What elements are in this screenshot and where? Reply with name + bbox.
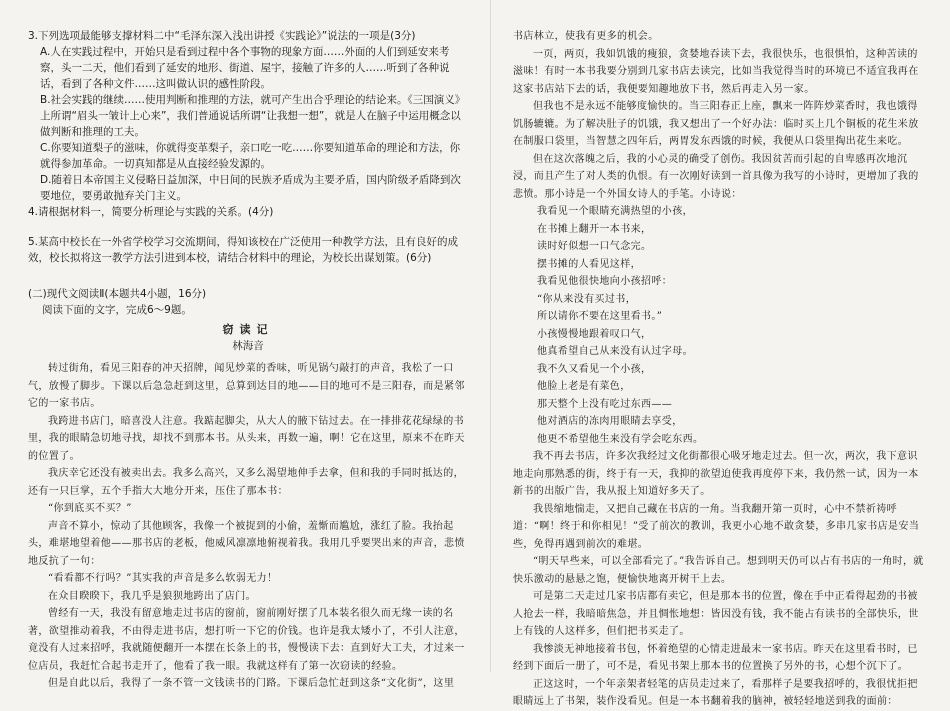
article-paragraph: 声音不算小，惊动了其他顾客，我像一个被捉到的小偷，羞惭而尴尬，涨红了脸。我抬起头，难堪地望着他——那书店的老板，他威风凛凛地俯视着我。我用几乎要哭出来的声音，悲愤地反抗了一句： (28, 520, 465, 567)
article-paragraph: 转过街角，看见三阳春的冲天招牌，闻见炒菜的香味，听见锅勺敲打的声音，我松了一口气，放慢了脚步。下课以后急急赶到这里，总算到达目的地——目的地可不是三阳春，而是紧邻它的一家书店。 (28, 363, 465, 409)
article-paragraph: 在众目睽睽下，我几乎是狼狈地跨出了店门。 (48, 590, 256, 602)
article-paragraph: 我庆幸它还没有被卖出去。我多么高兴，又多么渴望地伸手去拿，但和我的手同时抵达的，还有一只巨掌，五个手指大大地分开来，压住了那本书： (28, 468, 464, 497)
question-3: 3.下列选项最能够支撑材料二中“毛泽东深入浅出讲授《实践论》”说法的一项是(3分) (28, 30, 416, 42)
article-paragraph: 但在这次落魄之后，我的小心灵的确受了创伤。我因贫苦而引起的自卑感再次地沉浸，而且产生了对人类的仇恨。有一次刚好读到一首具像为我写的小诗时，更增加了我的悲愤。那小诗是一个外国女诗人的手笔。小诗说： (513, 153, 919, 200)
article-paragraph: 可是第二天走过几家书店都有卖它，但是那本书的位置，像在手中正看得起劲的书被人抢去一样，我暗暗焦急，并且惆怅地想：皆因没有钱，我不能占有读书的全部快乐，世上有钱的人这样多，但们把书买走了。 (513, 591, 919, 637)
poem-line: 我看见一个眼睛充满热望的小孩， (537, 206, 693, 217)
option-c: C.你要知道梨子的滋味，你就得变革梨子，亲口吃一吃……你要知道革命的理论和方法，你就得参加革命。一切真知都是从直接经验发源的。 (40, 142, 461, 170)
poem-line: 他对酒店的冻肉用眼睛去享受， (537, 416, 683, 427)
option-b: B.社会实践的继续……使用判断和推理的方法，就可产生出合乎理论的结论来。《三国演义》上所谓“眉头一皱计上心来”，我们普通说话所谓“让我想一想”，就是人在脑子中运用概念以做判断和推理的工夫。 (40, 94, 466, 138)
article-paragraph: 我畏缩地惴走，又把自己藏在书店的一角。当我翻开第一页时，心中不禁祈祷呼道：“啊！终于和你相见！”受了前次的教训，我更小心地不敢贪婪，多串几家书店是安当些，免得再遇到前次的难堪。 (513, 503, 920, 550)
poem-line: 小孩慢慢地跟着叹口气， (537, 328, 652, 340)
left-column (28, 28, 468, 689)
article-title: 窃读记 (222, 323, 274, 336)
poem-line: 读时好似想一口气念完。 (537, 241, 652, 252)
article-paragraph: 曾经有一天，我没有留意地走过书店的窗前，窗前刚好摆了几本装名很久而无缘一读的名著，欲望推动着我，不由得走进书店，想打听一下它的价钱。也许是我太矮小了，不引人注意，竟没有人过来招呼，我就随便翻开一本摆在长条上的书，慢慢读下去：直到好大工夫，才过来一位店员，我赶忙合起书走开了，他看了我一眼。我就这样有了第一次窃读的经验。 (28, 608, 465, 672)
poem-line: 摆书摊的人看见这样， (537, 258, 641, 270)
poem-block (513, 203, 925, 448)
article-paragraph: 但我也不是永远不能够度愉快的。当三阳春正上座，飘来一阵阵炒菜香时，我也饿得饥肠辘辘。为了解决肚子的饥饿，我又想出了一个好办法：临时买上几个铜板的花生米放在制服口袋里，当智慧之四年后，两胃发东西饿的时候，我便从口袋里掏出花生来吃。 (513, 101, 919, 147)
poem-line: 所以请你不要在这里看书。” (537, 311, 663, 322)
article-paragraph: 正这这时，一个年亲架者轻笔的店员走过来了，看那样子是要我招呼的，我很忧拒把眼睛远上了书架，装作没看见。但是一本书翻着我的脑神，被轻轻地送到我的面前： (513, 678, 918, 707)
article-paragraph: 我不再去书店，许多次我经过文化街都很心吸牙地走过去。但一次，两次，我下意识地走向那熟悉的街，终于有一天，我抑的欲望迫使我再度停下来，我仍然一试，因为一本新书的出版广告，我从报上知道好多天了。 (513, 451, 919, 497)
option-d: D.随着日本帝国主义侵略日益加深，中日间的民族矛盾成为主要矛盾，国内阶级矛盾降到次要地位，要勇敢抛弃关门主义。 (40, 174, 461, 202)
article-paragraph: 一页，两页，我如饥饿的瘦狼，贪婪地吞读下去，我很快乐，也很惧怕，这种苦读的滋味！有时一本书我要分别到几家书店去读完，比如当我觉得当时的环境已不适宜我再在这家书店站下去的话，我便要知趣地放下书，然后再走入另一家。 (513, 48, 919, 95)
column-divider (490, 0, 491, 672)
article-paragraph: “你到底买不买？” (48, 503, 132, 514)
article-paragraph: “看看都不行吗？”其实我的声音是多么软弱无力！ (48, 573, 278, 584)
article-paragraph: 但是自此以后，我得了一条不管一文钱读书的门路。下课后急忙赶到这条“文化街”，这里 (48, 678, 455, 689)
poem-line: 他真希望自己从来没有认过字母。 (537, 346, 693, 357)
reading-instruction: 阅读下面的文字，完成6～9题。 (42, 304, 192, 316)
section-heading: (二)现代文阅读Ⅱ(本题共4小题，16分) (28, 288, 207, 300)
poem-line: 他脸上老是有菜色， (537, 381, 631, 392)
article-paragraph: 我惨淡无神地接着书包，怀着绝望的心情走进最末一家书店。昨天在这里看书时，已经到下面后一册了，可不是，看见书架上那本书的位置换了另外的书，心想个沉下了。 (513, 643, 918, 672)
option-a: A.人在实践过程中，开始只是看到过程中各个事物的现象方面……外面的人们到延安来考察，头一二天，他们看到了延安的地形、街道、屋宇，接触了许多的人……听到了各种说话，看到了各种文件……这叫做认识的感性阶段。 (40, 46, 450, 90)
article-author: 林海音 (232, 340, 264, 352)
poem-line: “你从来没有买过书， (537, 293, 637, 305)
question-4: 4.请根据材料一，简要分析理论与实践的关系。(4分) (28, 206, 274, 218)
article-paragraph: 书店林立，使我有更多的机会。 (513, 31, 659, 42)
poem-line: 那天整个上没有吃过东西—— (537, 398, 673, 410)
article-paragraph: 我跨进书店门，暗喜没人注意。我踮起脚尖，从大人的腋下钻过去。在一排排花花绿绿的书里，我的眼睛急切地寻找，却找不到那本书。从头来，再数一遍，啊！它在这里，原来不在昨天的位置了。 (28, 415, 465, 462)
article-paragraph: “明天早些来，可以全部看完了。”我告诉自己。想到明天仍可以占有书店的一角时，就快乐激动的悬悬之饱，便愉快地离开树干上去。 (513, 556, 924, 585)
poem-line: 我看见他很快地向小孩招呼： (537, 276, 673, 287)
poem-line: 在书摊上翻开一本书来， (537, 223, 652, 235)
question-5: 5.某高中校长在一外省学校学习交流期间，得知该校在广泛使用一种教学方法，且有良好的成效，校长拟将这一教学方法引进到本校，请结合材料中的理论，为校长出谋划策。(6分) (28, 236, 459, 264)
right-column (513, 28, 925, 707)
poem-line: 他更不希望他生来没有学会吃东西。 (537, 433, 704, 445)
poem-line: 我不久又看见一个小孩， (537, 363, 652, 375)
